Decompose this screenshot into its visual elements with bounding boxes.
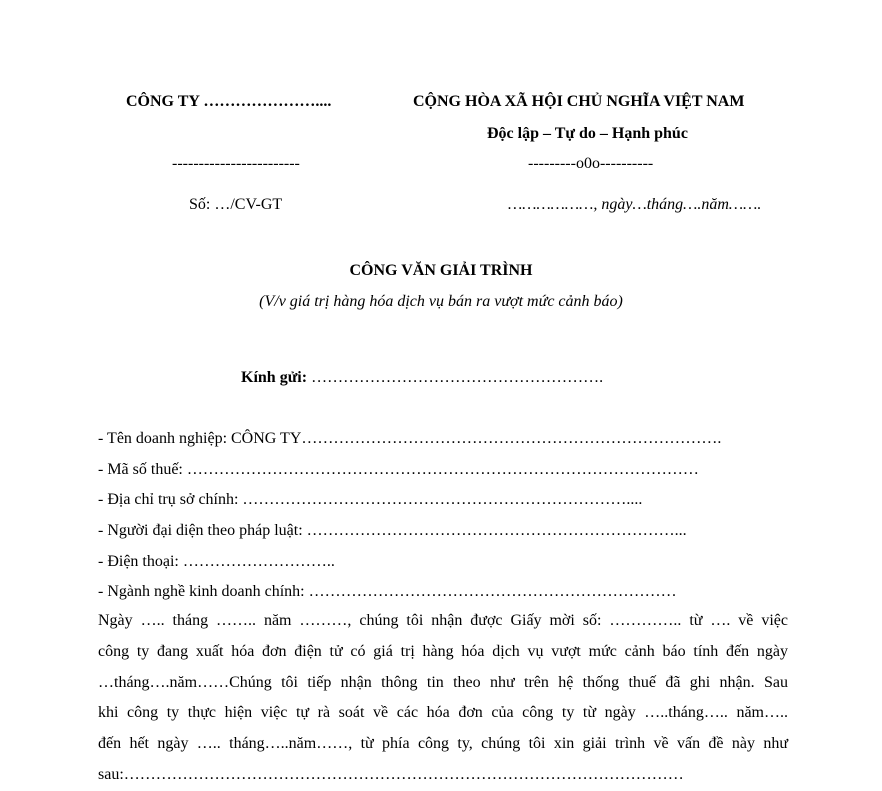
paragraph-line: khi công ty thực hiện việc tự rà soát về các hóa đơn của công ty từ ngày …..tháng….. năm…..: [98, 704, 788, 722]
paragraph-line: …tháng….năm……Chúng tôi tiếp nhận thông tin theo như trên hệ thống thuế đã ghi nhận. Sau: [98, 673, 788, 691]
field-head-office-address: - Địa chỉ trụ sở chính: ………………………………………………………………....: [98, 491, 643, 508]
paragraph-line: sau:……………………………………………………………………………………………: [98, 765, 684, 783]
recipient-label: Kính gửi:: [241, 369, 308, 386]
field-phone: - Điện thoại: ………………………..: [98, 553, 335, 570]
company-name: CÔNG TY …………………....: [126, 93, 332, 110]
national-motto: Độc lập – Tự do – Hạnh phúc: [487, 125, 688, 142]
place-date-line: ………………, ngày…tháng….năm…….: [508, 196, 762, 213]
explanation-paragraph: [98, 606, 788, 791]
paragraph-line: Ngày ….. tháng …….. năm ………, chúng tôi nhận được Giấy mời số: ………….. từ …. về việc: [98, 612, 788, 629]
document-number: Số: …/CV-GT: [189, 196, 283, 213]
nation-title: CỘNG HÒA XÃ HỘI CHỦ NGHĨA VIỆT NAM: [413, 93, 745, 110]
recipient-value: ……………………………………………….: [307, 369, 604, 386]
field-company-name: - Tên doanh nghiệp: CÔNG TY…………………………………………………………………….: [98, 430, 722, 447]
field-legal-representative: - Người đại diện theo pháp luật: ……………………………………………………………...: [98, 522, 687, 539]
document-title: CÔNG VĂN GIẢI TRÌNH: [349, 262, 533, 279]
field-main-business: - Ngành nghề kinh doanh chính: ……………………………………………………………: [98, 583, 677, 600]
recipient-line: [241, 368, 603, 388]
document-subject: (V/v giá trị hàng hóa dịch vụ bán ra vượt mức cảnh báo): [259, 293, 623, 310]
field-tax-code: - Mã số thuế: ……………………………………………………………………………………: [98, 461, 699, 478]
motto-divider: ---------o0o----------: [528, 155, 654, 172]
paragraph-line: đến hết ngày ….. tháng…..năm……, từ phía công ty, chúng tôi xin giải trình về vấn đề này như: [98, 735, 788, 753]
company-divider: ------------------------: [172, 155, 300, 172]
paragraph-line: công ty đang xuất hóa đơn điện tử có giá trị hàng hóa dịch vụ vượt mức cảnh báo tính đến ngày: [98, 642, 788, 660]
